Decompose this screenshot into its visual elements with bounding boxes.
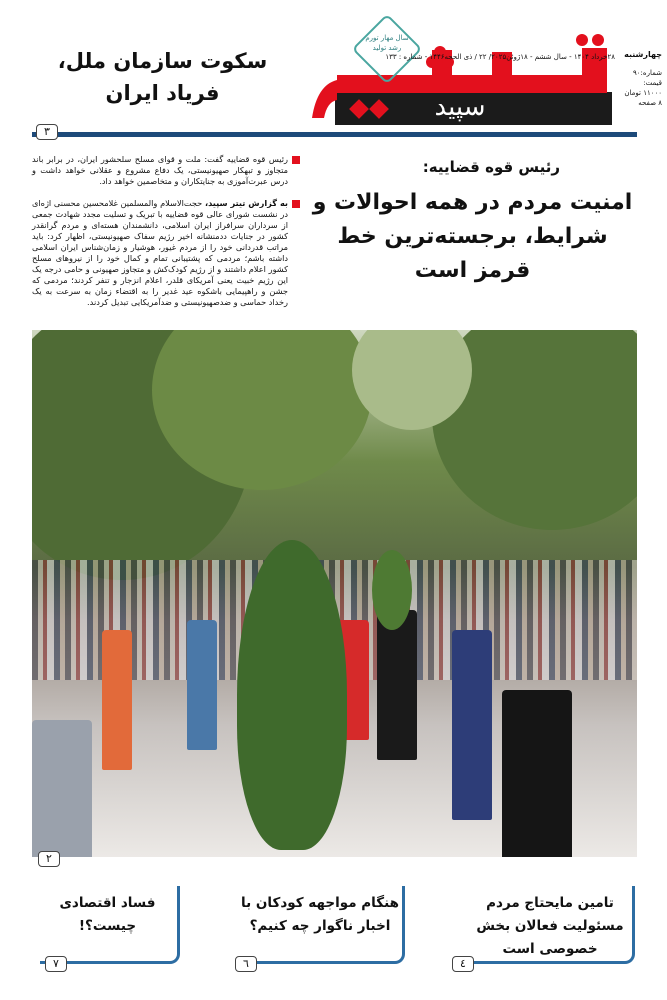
lead-kicker: رئیس قوه قضاییه:: [422, 158, 560, 176]
teaser-1-page[interactable]: ٤: [452, 956, 474, 972]
teaser-title: فساد اقتصادی چیست؟!: [59, 895, 156, 934]
teaser-3-page[interactable]: ۷: [45, 956, 67, 972]
issue-number: شماره:۹۰: [633, 69, 662, 77]
top-story-page[interactable]: ۳: [36, 124, 58, 140]
teaser-2[interactable]: [240, 886, 405, 964]
price: ۱۱۰۰۰ تومان: [624, 89, 662, 97]
date-line: ۲۸خرداد ۱۴۰۴ - سال ششم - ۱۸ژوئن۲۰۲۵/ ۲۲ / ذی الحجه۱۴۴۶ - شماره : ۱۳۳: [385, 53, 615, 61]
bullet-square: [292, 200, 300, 208]
brief-2: [32, 198, 300, 308]
header-rule: [32, 132, 637, 137]
teaser-title: هنگام مواجهه کودکان با اخبار ناگوار چه کنیم؟: [241, 895, 399, 934]
weekday: چهارشنبه: [624, 50, 662, 59]
brief-lead: به گزارش تیتر سپید،: [204, 198, 288, 208]
brief-1: [32, 154, 300, 187]
page-count: ۸ صفحه: [638, 99, 662, 107]
brief-text: رئیس قوه قضاییه گفت: ملت و قوای مسلح سلحشور ایران، در برابر باند متجاوز و تبهکار صهیونیستی، یک دفاع مشروع و عقلانی خواهد داشت و درس عبرت‌آموزی به جنایتکاران و متخاصمین خواهد داد.: [32, 154, 288, 186]
photo-page[interactable]: ۲: [38, 851, 60, 867]
brief-text: حجت‌الاسلام والمسلمین غلامحسین محسنی اژه‌ای در نشست شورای عالی قوه قضاییه با تبریک و تسلیت مجدد شهادت جمعی از سرداران سرافراز ایران اسلامی، دانشمندان هسته‌ای و مردم گرانقدر کشور در جنایات ددمنشانه اخیر رژیم سفاک صهیونیستی، اظهار کرد: باید مراتب قدردانی خود را از مردم غیور، هوشیار و زمان‌شناس ایران اسلامی داشته باشم؛ مردمی که پشتیبانی تمام و کمال خود را از نیروهای مسلح کشور اعلام داشتند و از رژیم کودک‌کش و متجاوز صهیونی و حامی درجه یک این رژیم خبیث یعنی آمریکای قلدر، اعلام انزجار و تنفر کردند؛ مردمی که جشن و راهپیمایی باشکوه عید غدیر را به اقتضاء زمان به سرعت به یک رخداد حماسی و ضدصهیونیستی و ضدآمریکایی تبدیل کردند.: [32, 198, 288, 307]
teaser-3[interactable]: [40, 886, 180, 964]
price-label: قیمت:: [643, 79, 662, 87]
crowd-photo[interactable]: [32, 330, 637, 857]
top-story-title[interactable]: سکوت سازمان ملل، فریاد ایران: [57, 49, 268, 105]
logo-subtitle: سپید: [434, 92, 486, 122]
lead-headline[interactable]: امنیت مردم در همه احوالات و شرایط، برجسته‌ترین خط قرمز است: [312, 190, 633, 283]
issue-info: [612, 50, 662, 108]
teaser-1[interactable]: [470, 886, 635, 964]
teaser-title: تامین مایحتاج مردم مسئولیت فعالان بخش خصوصی است: [476, 895, 624, 957]
seal-text: سال مهار تورم رشد تولید: [365, 34, 409, 52]
teaser-2-page[interactable]: ٦: [235, 956, 257, 972]
bullet-square: [292, 156, 300, 164]
